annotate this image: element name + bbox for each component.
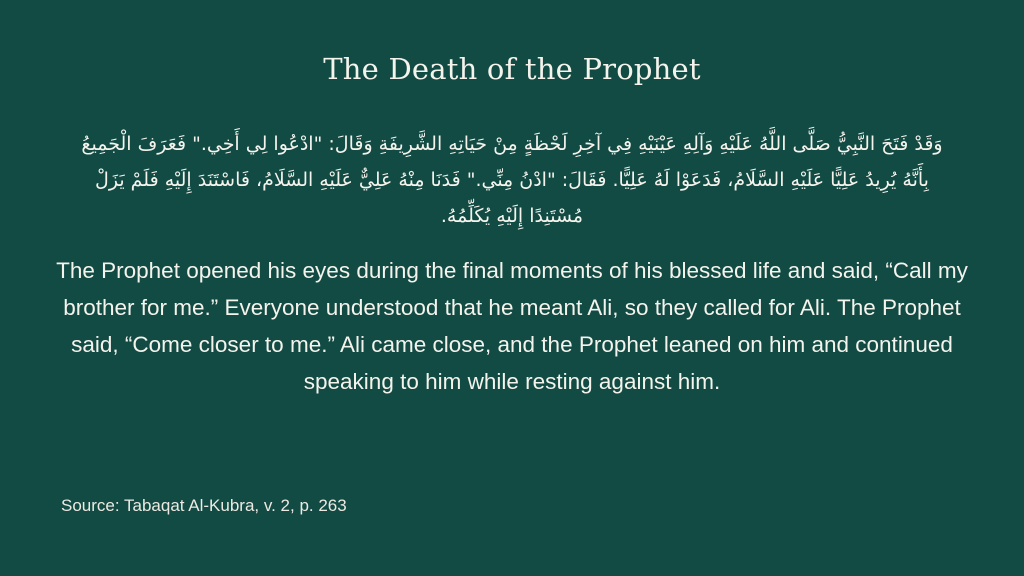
arabic-quote: وَقَدْ فَتَحَ النَّبِيُّ صَلَّى اللَّهُ عَلَيْهِ وَآلِهِ عَيْنَيْهِ فِي آخِرِ لَحْظَةٍ مِنْ حَيَاتِهِ الشَّرِيفَةِ وَقَالَ: "ادْعُوا لِي أَخِي." فَعَرَفَ الْجَمِيعُ بِأَنَّهُ يُرِيدُ عَلِيًّا عَلَيْهِ السَّلَامُ، فَدَعَوْا لَهُ عَلِيًّا. فَقَالَ: "ادْنُ مِنِّي." فَدَنَا مِنْهُ عَلِيٌّ عَلَيْهِ السَّلَامُ، فَاسْتَنَدَ إِلَيْهِ فَلَمْ يَزَلْ مُسْتَنِدًا إِلَيْهِ يُكَلِّمُهُ. [81,133,943,227]
source-citation: Source: Tabaqat Al-Kubra, v. 2, p. 263 [61,496,347,515]
english-translation: The Prophet opened his eyes during the final moments of his blessed life and said, “Call my brother for me.” Everyone understood that he meant Ali, so they called for Ali. The Prophet said, “Come closer to me.” Ali came close, and the Prophet leaned on him and continued speaking to him while resting against him. [56,258,968,394]
slide-title: The Death of the Prophet [323,52,701,86]
